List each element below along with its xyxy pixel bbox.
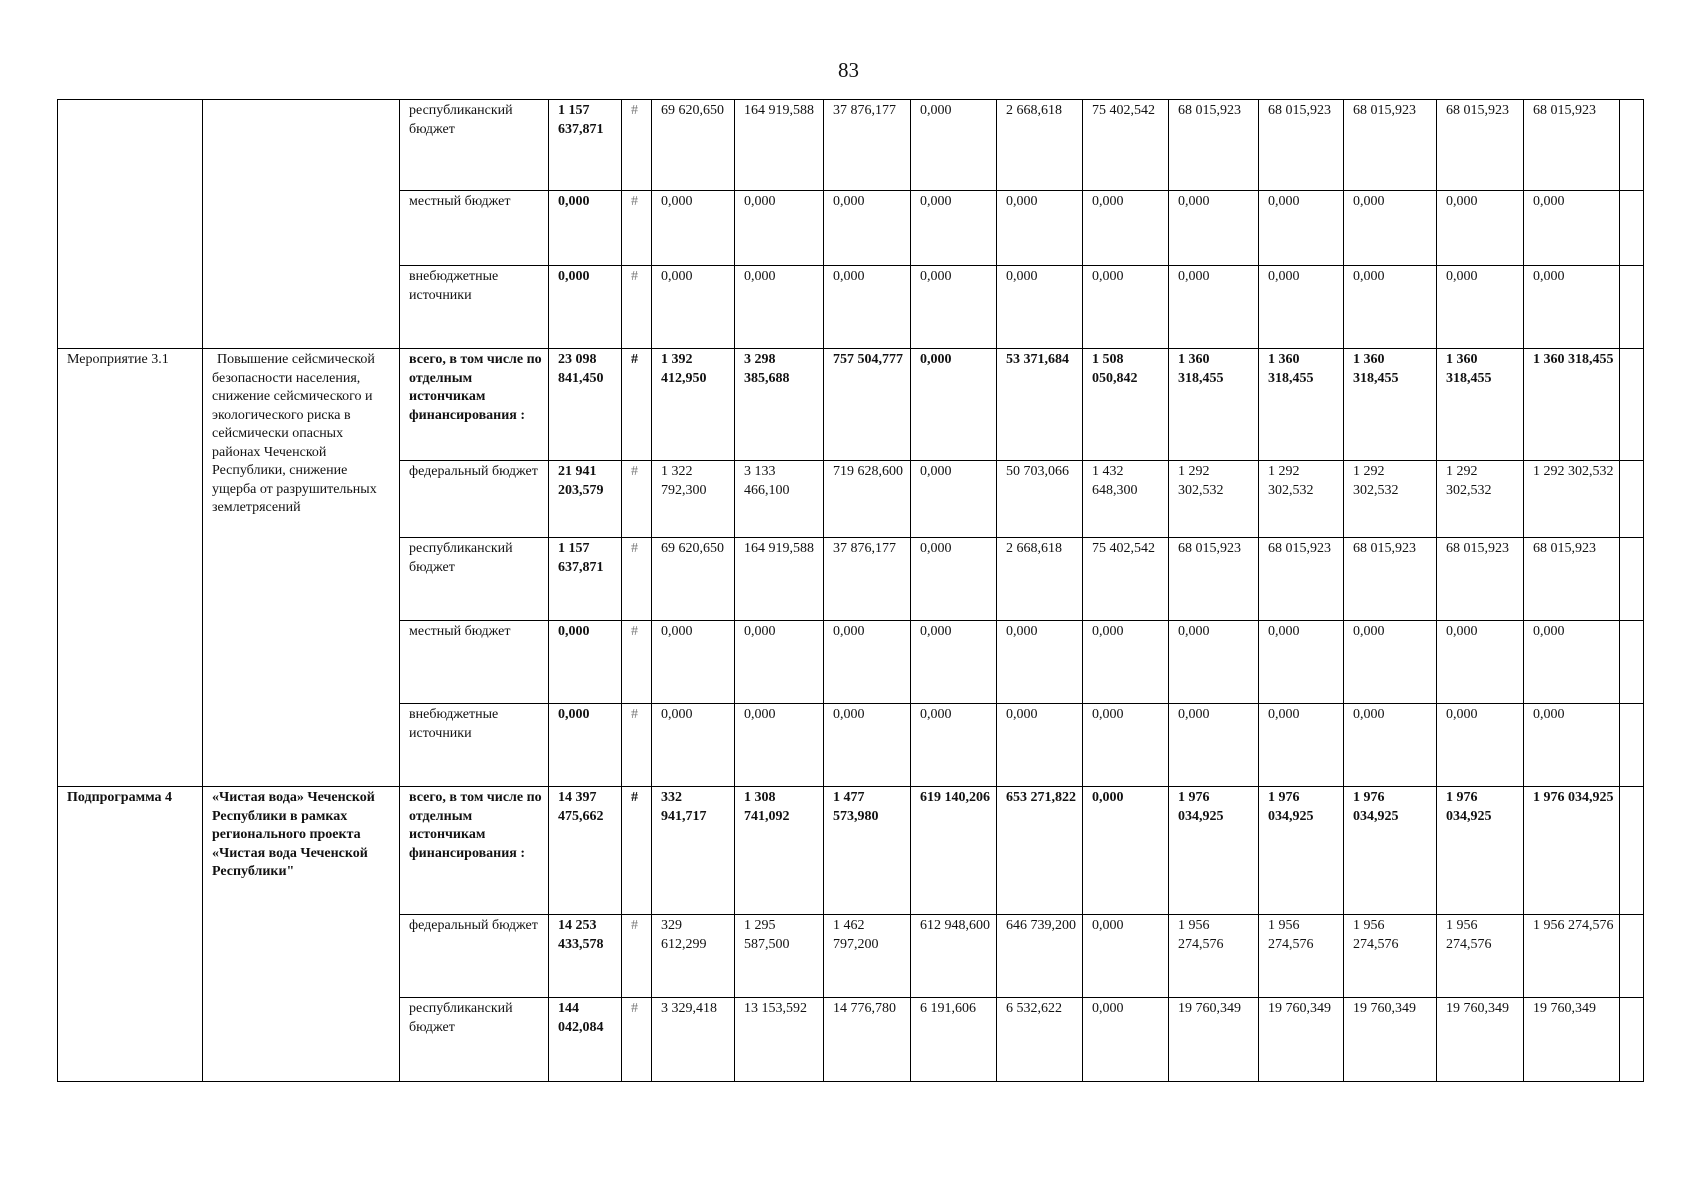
table-body [58,100,1644,1082]
year-value: 0,000 [824,266,911,349]
year-value: 0,000 [1083,787,1169,915]
year-value: 0,000 [1344,191,1437,266]
year-value: 14 776,780 [824,998,911,1082]
total-value: 14 253 433,578 [549,915,622,998]
year-value: 719 628,600 [824,461,911,538]
year-value: 19 760,349 [1437,998,1524,1082]
year-value: 0,000 [997,191,1083,266]
year-value: 68 015,923 [1437,100,1524,191]
total-value: 14 397 475,662 [549,787,622,915]
year-value: 0,000 [1169,266,1259,349]
year-value: 68 015,923 [1437,538,1524,621]
empty-trailing-cell [1620,538,1644,621]
year-value: 68 015,923 [1524,100,1620,191]
year-value: 0,000 [824,191,911,266]
year-value: 1 292 302,532 [1437,461,1524,538]
year-value: 0,000 [997,266,1083,349]
row-name-text: «Чистая вода» Чеченской Республики в рамках регионального проекта «Чистая вода Чеченской Республики" [212,790,375,879]
year-value: 0,000 [1437,266,1524,349]
year-value: 1 508 050,842 [1083,349,1169,461]
funding-source: внебюджетные источники [400,704,549,787]
year-value: 19 760,349 [1344,998,1437,1082]
overflow-marker: # [622,621,652,704]
year-value: 68 015,923 [1344,100,1437,191]
row-name [203,349,400,787]
funding-source: республиканский бюджет [400,538,549,621]
year-value: 332 941,717 [652,787,735,915]
empty-trailing-cell [1620,704,1644,787]
funding-source: внебюджетные источники [400,266,549,349]
empty-trailing-cell [1620,191,1644,266]
year-value: 0,000 [1169,621,1259,704]
year-value: 0,000 [911,461,997,538]
year-value: 19 760,349 [1169,998,1259,1082]
year-value: 1 322 792,300 [652,461,735,538]
year-value: 0,000 [911,704,997,787]
year-value: 13 153,592 [735,998,824,1082]
empty-trailing-cell [1620,621,1644,704]
total-value: 144 042,084 [549,998,622,1082]
year-value: 6 532,622 [997,998,1083,1082]
year-value: 0,000 [997,621,1083,704]
year-value: 0,000 [824,621,911,704]
year-value: 164 919,588 [735,100,824,191]
total-value: 1 157 637,871 [549,538,622,621]
year-value: 0,000 [824,704,911,787]
empty-trailing-cell [1620,461,1644,538]
year-value: 0,000 [652,266,735,349]
year-value: 0,000 [1083,191,1169,266]
year-value: 1 392 412,950 [652,349,735,461]
year-value: 75 402,542 [1083,100,1169,191]
year-value: 0,000 [1524,621,1620,704]
year-value: 1 360 318,455 [1259,349,1344,461]
year-value: 619 140,206 [911,787,997,915]
year-value: 0,000 [652,621,735,704]
year-value: 1 976 034,925 [1169,787,1259,915]
year-value: 0,000 [1524,704,1620,787]
funding-source: местный бюджет [400,191,549,266]
year-value: 0,000 [652,191,735,266]
year-value: 1 360 318,455 [1169,349,1259,461]
year-value: 0,000 [1259,621,1344,704]
year-value: 0,000 [1083,266,1169,349]
budget-table [57,99,1644,1082]
empty-trailing-cell [1620,266,1644,349]
year-value: 68 015,923 [1169,538,1259,621]
row-name-text: Повышение сейсмической безопасности населения, снижение сейсмического и экологического риска в сейсмически опасных районах Чеченской Республики, снижение ущерба от разрушительных землетрясений [212,352,377,515]
year-value: 0,000 [1169,191,1259,266]
year-value: 0,000 [735,621,824,704]
year-value: 1 432 648,300 [1083,461,1169,538]
year-value: 68 015,923 [1169,100,1259,191]
year-value: 3 133 466,100 [735,461,824,538]
year-value: 6 191,606 [911,998,997,1082]
year-value: 0,000 [1083,621,1169,704]
year-value: 1 292 302,532 [1259,461,1344,538]
overflow-marker: # [622,349,652,461]
year-value: 0,000 [735,191,824,266]
year-value: 0,000 [911,100,997,191]
year-value: 1 477 573,980 [824,787,911,915]
year-value: 612 948,600 [911,915,997,998]
year-value: 1 976 034,925 [1259,787,1344,915]
total-value: 23 098 841,450 [549,349,622,461]
year-value: 0,000 [735,266,824,349]
empty-trailing-cell [1620,100,1644,191]
table-row [58,349,1644,461]
year-value: 757 504,777 [824,349,911,461]
total-value: 1 157 637,871 [549,100,622,191]
year-value: 646 739,200 [997,915,1083,998]
row-label: Мероприятие 3.1 [58,349,203,787]
total-value: 0,000 [549,621,622,704]
overflow-marker: # [622,191,652,266]
year-value: 0,000 [735,704,824,787]
year-value: 653 271,822 [997,787,1083,915]
year-value: 0,000 [1083,704,1169,787]
year-value: 1 956 274,576 [1524,915,1620,998]
overflow-marker: # [622,100,652,191]
empty-trailing-cell [1620,787,1644,915]
year-value: 0,000 [911,349,997,461]
total-value: 0,000 [549,704,622,787]
funding-source: республиканский бюджет [400,998,549,1082]
total-value: 0,000 [549,266,622,349]
table-row [58,100,1644,191]
year-value: 0,000 [1344,704,1437,787]
year-value: 2 668,618 [997,100,1083,191]
year-value: 1 976 034,925 [1524,787,1620,915]
year-value: 1 956 274,576 [1344,915,1437,998]
year-value: 0,000 [1169,704,1259,787]
empty-name-cell [203,100,400,349]
year-value: 0,000 [911,266,997,349]
year-value: 0,000 [911,191,997,266]
funding-source: федеральный бюджет [400,461,549,538]
year-value: 50 703,066 [997,461,1083,538]
year-value: 1 462 797,200 [824,915,911,998]
year-value: 0,000 [997,704,1083,787]
funding-source: местный бюджет [400,621,549,704]
row-label: Подпрограмма 4 [58,787,203,1082]
year-value: 0,000 [1259,266,1344,349]
year-value: 164 919,588 [735,538,824,621]
funding-source: всего, в том числе по отделным истончикам финансирования : [400,787,549,915]
overflow-marker: # [622,915,652,998]
year-value: 1 292 302,532 [1169,461,1259,538]
year-value: 69 620,650 [652,100,735,191]
year-value: 0,000 [1259,704,1344,787]
year-value: 0,000 [1344,266,1437,349]
funding-source: всего, в том числе по отделным истончикам финансирования : [400,349,549,461]
year-value: 0,000 [1259,191,1344,266]
year-value: 1 292 302,532 [1344,461,1437,538]
year-value: 68 015,923 [1259,538,1344,621]
year-value: 75 402,542 [1083,538,1169,621]
year-value: 37 876,177 [824,100,911,191]
year-value: 0,000 [911,538,997,621]
year-value: 1 308 741,092 [735,787,824,915]
year-value: 3 298 385,688 [735,349,824,461]
year-value: 68 015,923 [1524,538,1620,621]
year-value: 69 620,650 [652,538,735,621]
overflow-marker: # [622,461,652,538]
row-name [203,787,400,1082]
year-value: 1 956 274,576 [1437,915,1524,998]
year-value: 0,000 [1524,191,1620,266]
overflow-marker: # [622,266,652,349]
year-value: 1 360 318,455 [1344,349,1437,461]
year-value: 0,000 [1437,704,1524,787]
year-value: 1 976 034,925 [1344,787,1437,915]
year-value: 1 292 302,532 [1524,461,1620,538]
total-value: 0,000 [549,191,622,266]
year-value: 3 329,418 [652,998,735,1082]
year-value: 1 360 318,455 [1524,349,1620,461]
year-value: 1 956 274,576 [1259,915,1344,998]
year-value: 0,000 [1083,998,1169,1082]
year-value: 0,000 [1437,191,1524,266]
year-value: 68 015,923 [1344,538,1437,621]
year-value: 329 612,299 [652,915,735,998]
year-value: 19 760,349 [1524,998,1620,1082]
year-value: 1 360 318,455 [1437,349,1524,461]
overflow-marker: # [622,787,652,915]
year-value: 2 668,618 [997,538,1083,621]
year-value: 0,000 [1344,621,1437,704]
year-value: 0,000 [1083,915,1169,998]
page-number: 83 [838,58,859,82]
year-value: 68 015,923 [1259,100,1344,191]
overflow-marker: # [622,998,652,1082]
overflow-marker: # [622,538,652,621]
year-value: 1 956 274,576 [1169,915,1259,998]
empty-trailing-cell [1620,998,1644,1082]
empty-trailing-cell [1620,915,1644,998]
funding-source: республиканский бюджет [400,100,549,191]
table-row [58,787,1644,915]
year-value: 19 760,349 [1259,998,1344,1082]
total-value: 21 941 203,579 [549,461,622,538]
empty-trailing-cell [1620,349,1644,461]
overflow-marker: # [622,704,652,787]
year-value: 1 295 587,500 [735,915,824,998]
year-value: 0,000 [911,621,997,704]
year-value: 1 976 034,925 [1437,787,1524,915]
year-value: 37 876,177 [824,538,911,621]
year-value: 0,000 [652,704,735,787]
empty-label-cell [58,100,203,349]
year-value: 0,000 [1524,266,1620,349]
year-value: 53 371,684 [997,349,1083,461]
year-value: 0,000 [1437,621,1524,704]
funding-source: федеральный бюджет [400,915,549,998]
